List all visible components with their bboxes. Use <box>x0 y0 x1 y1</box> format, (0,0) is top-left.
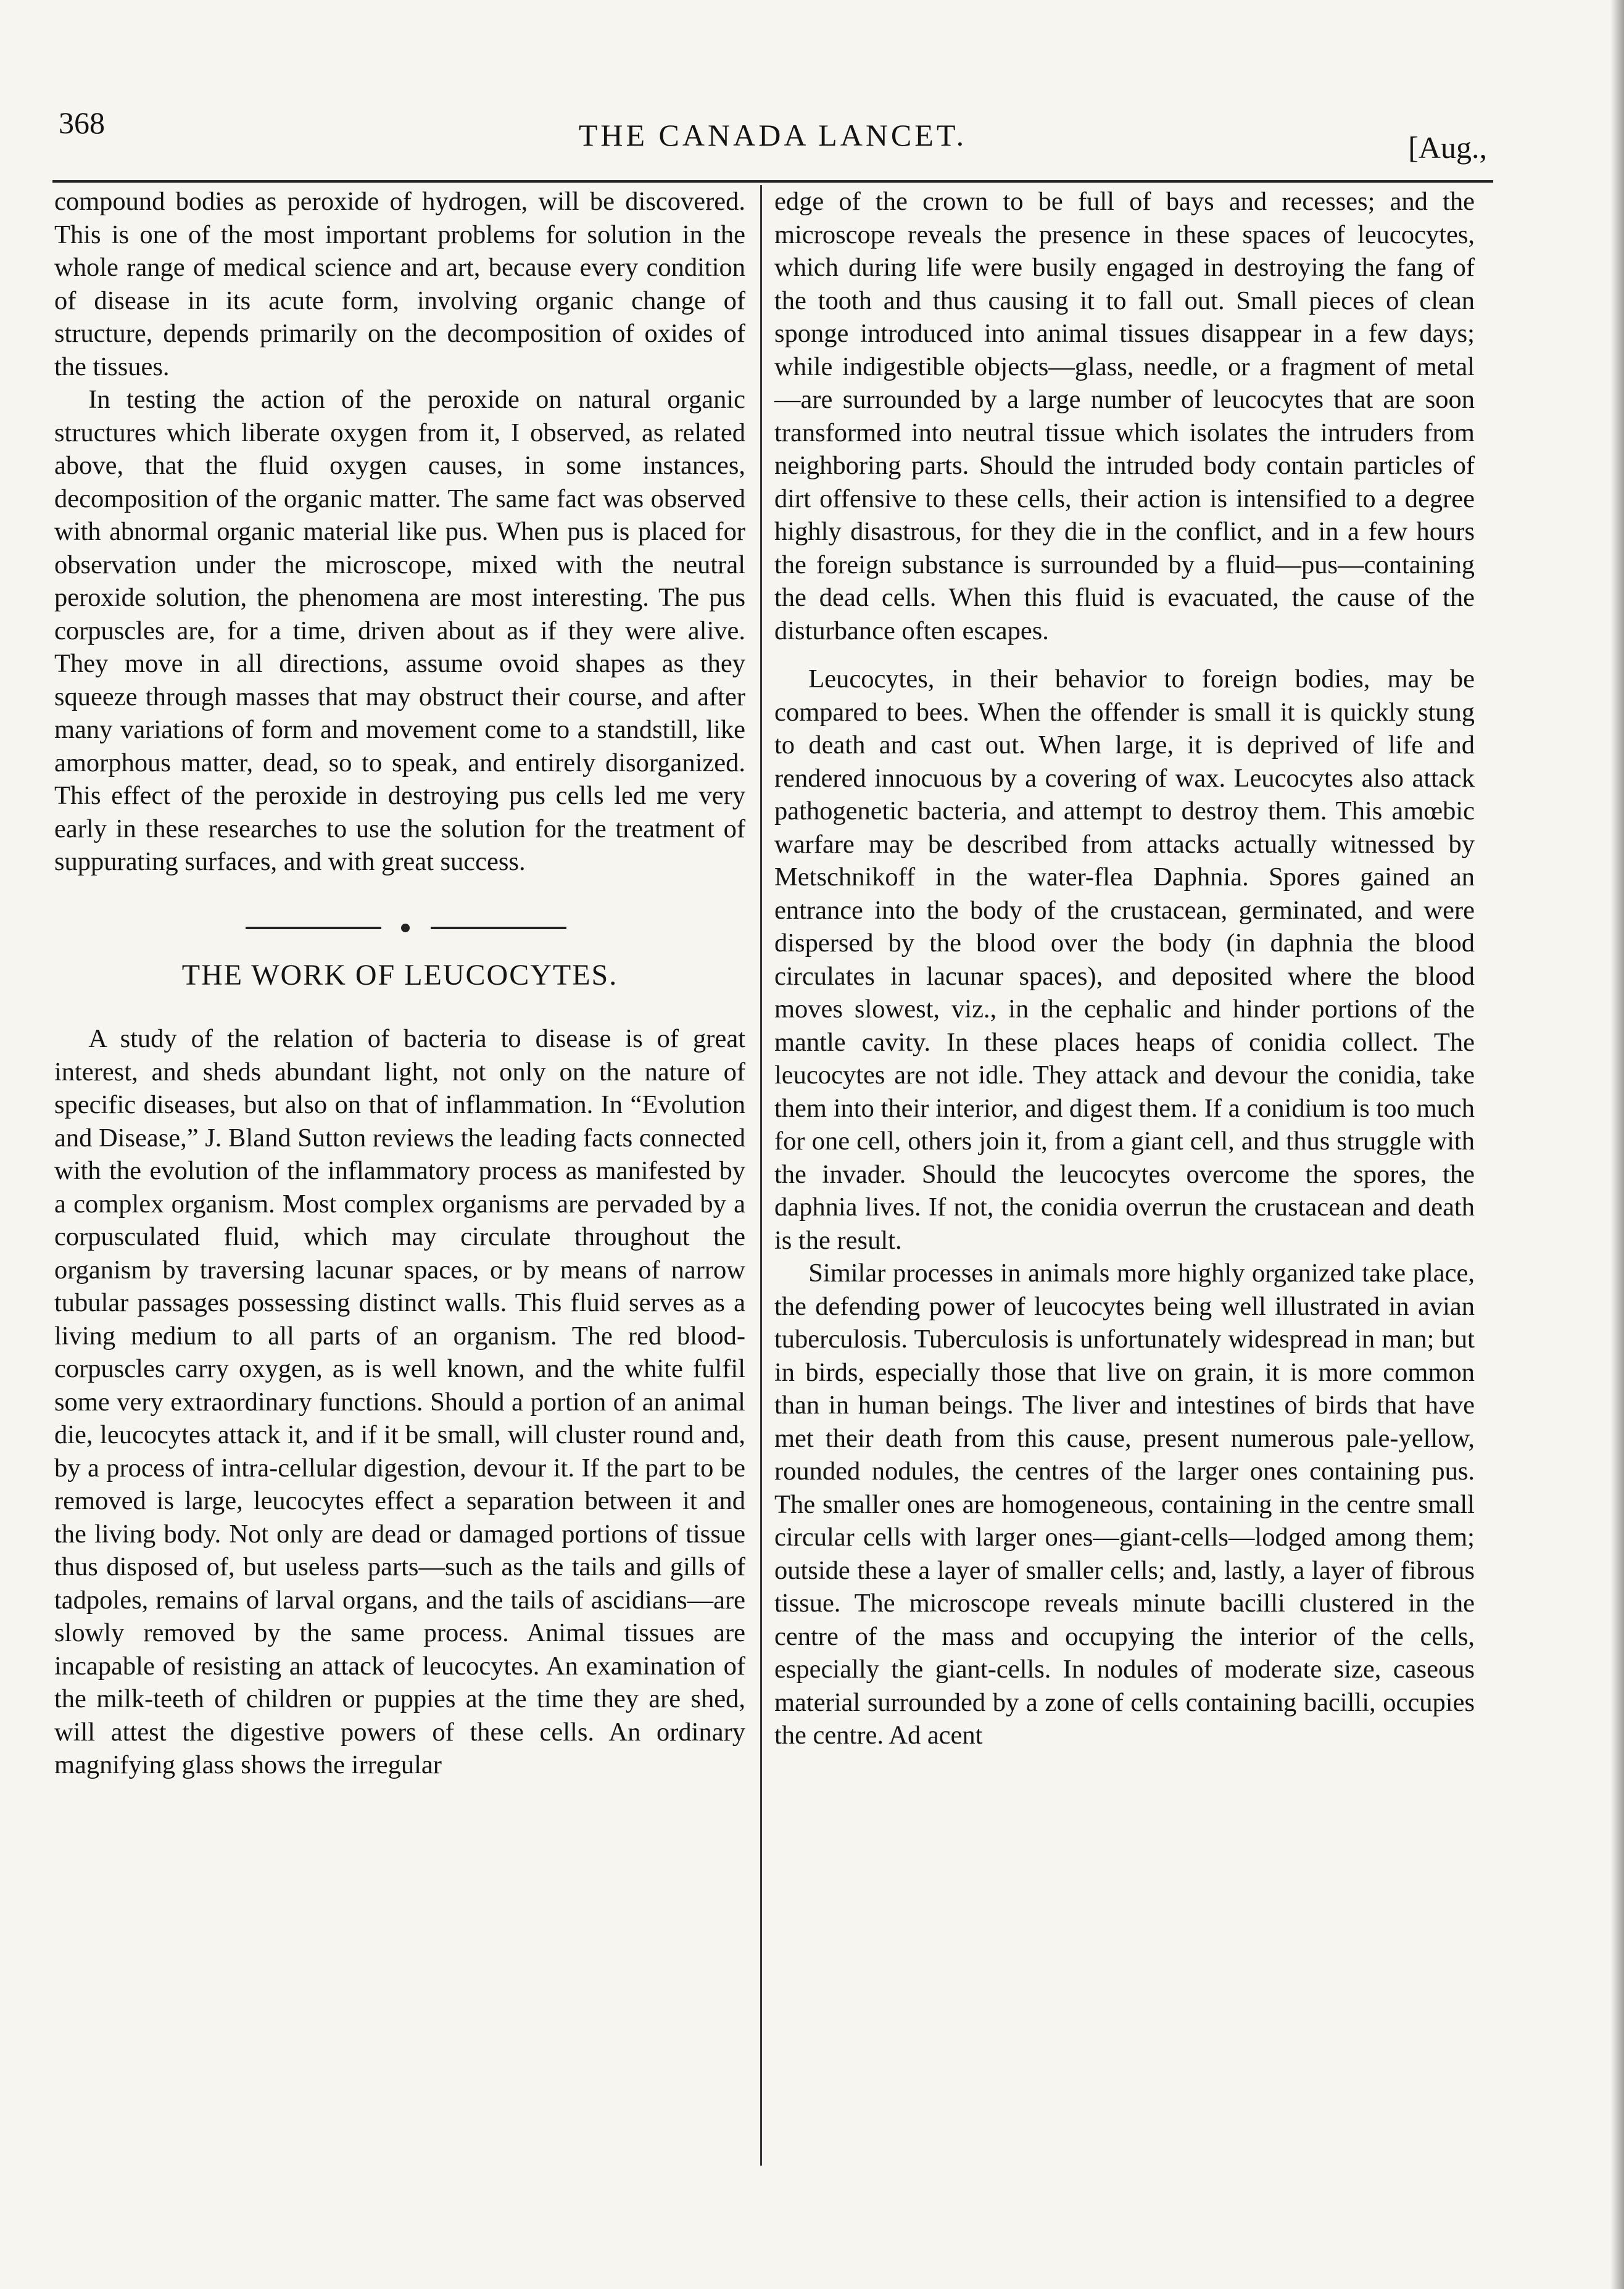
header-rule <box>52 180 1493 183</box>
column-divider <box>760 185 762 2166</box>
page-header <box>59 99 1487 165</box>
right-paragraph-2: Leucocytes, in their behavior to foreign bodies, may be compared to bees. When the offender is small it is quickly stung to death and cast out. When large, it is deprived of life and rendered innocuous by a covering of wax. Leucocytes also attack pathogenetic bacteria, and attempt to destroy them. This amœbic warfare may be described from attacks actually witnessed by Metschnikoff in the water-flea Daphnia. Spores gained an entrance into the body of the crustacean, germinated, and were dispersed by the blood over the body (in daphnia the blood circulates in lacunar spaces), and deposited where the blood moves slowest, viz., in the cephalic and hinder portions of the mantle cavity. In these places heaps of conidia collect. The leucocytes are not idle. They attack and devour the conidia, take them into their interior, and digest them. If a conidium is too much for one cell, others join it, from a giant cell, and thus struggle with the invader. Should the leucocytes overcome the spores, the daphnia lives. If not, the conidia overrun the crustacean and death is the result. <box>774 664 1475 1255</box>
right-paragraph-1: edge of the crown to be full of bays and recesses; and the microscope reveals the presence in these spaces of leucocytes, which during life were busily engaged in destroying the fang of the tooth and thus causing it to fall out. Small pieces of clean sponge introduced into animal tissues disappear in a few days; while indigestible objects—glass, needle, or a fragment of metal—are surrounded by a large number of leucocytes that are soon transformed into neutral tissue which isolates the intruders from neighboring parts. Should the intruded body contain particles of dirt offensive to these cells, their action is intensified to a degree highly disastrous, for they die in the conflict, and in a few hours the foreign substance is surrounded by a fluid—pus—containing the dead cells. When this fluid is evacuated, the cause of the disturbance often escapes. <box>774 187 1475 645</box>
issue-month: [Aug., <box>1408 130 1487 165</box>
left-paragraph-2: In testing the action of the peroxide on natural organic structures which liberate oxygen from it, I observed, as related above, that the fluid oxygen causes, in some instances, decomposition of the organic matter. The same fact was observed with abnormal organic material like pus. When pus is placed for observation under the microscope, mixed with the neutral peroxide solution, the phenomena are most interesting. The pus corpuscles are, for a time, driven about as if they were alive. They move in all directions, assume ovoid shapes as they squeeze through masses that may obstruct their course, and after many variations of form and movement come to a standstill, like amorphous matter, dead, so to speak, and entirely disorganized. This effect of the peroxide in destroying pus cells led me very early in these researches to use the solution for the treatment of suppurating surfaces, and with great success. <box>54 385 745 876</box>
ornament-line-left <box>246 927 381 929</box>
right-column <box>774 185 1475 1752</box>
page-number: 368 <box>59 106 105 140</box>
right-paragraph-3: Similar processes in animals more highly organized take place, the defending power of leucocytes being well illustrated in avian tuberculosis. Tuberculosis is unfortunately widespread in man; but in birds, especially those that live on grain, it is more common than in human beings. The liver and intestines of birds that have met their death from this cause, present numerous pale-yellow, rounded nodules, the centres of the larger ones containing pus. The smaller ones are homogeneous, containing in the centre small circular cells with larger ones—giant-cells—lodged among them; outside these a layer of smaller cells; and, lastly, a layer of fibrous tissue. The microscope reveals minute bacilli clustered in the centre of the mass and occupying the interior of the cells, especially the giant-cells. In nodules of moderate size, caseous material surrounded by a zone of cells containing bacilli, occupies the centre. Ad acent <box>774 1259 1475 1750</box>
section-title: THE WORK OF LEUCOCYTES. <box>181 958 618 991</box>
ornament-dot-icon <box>401 924 410 932</box>
left-paragraph-1: compound bodies as peroxide of hydrogen, will be discovered. This is one of the most important problems for solution in the whole range of medical science and art, because every condition of disease in its acute form, involving organic change of structure, depends primarily on the decomposition of oxides of the tissues. <box>54 187 745 381</box>
section-ornament-divider <box>246 916 566 940</box>
binding-edge-shadow <box>1610 0 1624 2289</box>
section-paragraph-1: A study of the relation of bacteria to disease is of great interest, and sheds abundant light, not only on the nature of specific diseases, but also on that of inflammation. In “Evolution and Disease,” J. Bland Sutton reviews the leading facts connected with the evolution of the inflammatory process as manifested by a complex organism. Most complex organisms are pervaded by a corpusculated fluid, which may circulate throughout the organism by traversing lacunar spaces, or by means of narrow tubular passages possessing distinct walls. This fluid serves as a living medium to all parts of an organism. The red blood-corpuscles carry oxygen, as is well known, and the white fulfil some very extraordinary functions. Should a portion of an animal die, leucocytes attack it, and if it be small, will cluster round and, by a process of intra-cellular digestion, devour it. If the part to be removed is large, leucocytes effect a separation between it and the living body. Not only are dead or damaged portions of tissue thus disposed of, but useless parts—such as the tails and gills of tadpoles, remains of larval organs, and the tails of ascidians—are slowly removed by the same process. Animal tissues are incapable of resisting an attack of leucocytes. An examination of the milk-teeth of children or puppies at the time they are shed, will attest the digestive powers of these cells. An ordinary magnifying glass shows the irregular <box>54 1024 746 1779</box>
running-title: THE CANADA LANCET. <box>578 118 967 152</box>
left-column <box>54 185 745 1782</box>
ornament-line-right <box>431 927 566 929</box>
